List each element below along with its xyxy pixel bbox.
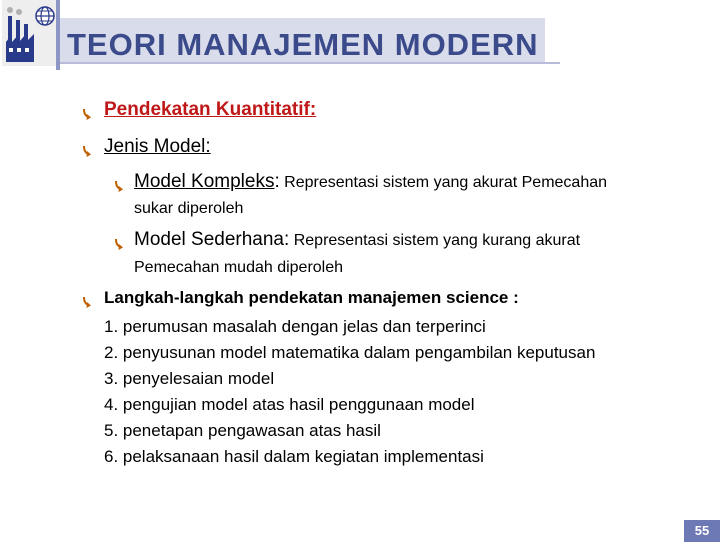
- model-kompleks-desc: Representasi sistem yang akurat Pemecahan: [279, 174, 608, 191]
- model-sederhana-desc-cont: Pemecahan mudah diperoleh: [134, 259, 344, 276]
- arrow-curve-bullet-icon: [80, 296, 94, 310]
- langkah-heading: Langkah-langkah pendekatan manajemen science :: [104, 288, 519, 307]
- model-kompleks-sep: :: [274, 171, 280, 192]
- step-item: 5. penetapan pengawasan atas hasil: [104, 421, 381, 440]
- factory-icon: [6, 6, 34, 62]
- model-sederhana-desc: Representasi sistem yang kurang akurat: [289, 232, 581, 249]
- logo: [2, 0, 57, 66]
- step-item: 1. perumusan masalah dengan jelas dan terperinci: [104, 317, 486, 336]
- slide-title: TEORI MANAJEMEN MODERN: [67, 27, 539, 62]
- jenis-model-text: Jenis Model:: [104, 136, 211, 157]
- arrow-curve-bullet-icon: [80, 108, 94, 122]
- step-item: 6. pelaksanaan hasil dalam kegiatan implementasi: [104, 447, 484, 466]
- page-number-badge: 55: [684, 520, 720, 542]
- slide-header: [0, 0, 728, 70]
- heading-text: Pendekatan Kuantitatif:: [104, 99, 317, 120]
- header-divider: [60, 62, 560, 64]
- globe-icon: [35, 6, 55, 26]
- heading-pendekatan-kuantitatif: [104, 99, 316, 121]
- model-kompleks-item: [134, 171, 607, 193]
- model-kompleks-desc-cont: sukar diperoleh: [134, 200, 244, 217]
- arrow-curve-bullet-icon: [112, 180, 126, 194]
- model-sederhana-item: [134, 229, 580, 251]
- step-item: 3. penyelesaian model: [104, 369, 275, 388]
- arrow-curve-bullet-icon: [80, 145, 94, 159]
- jenis-model-label: [104, 136, 211, 158]
- model-kompleks-term: Model Kompleks: [134, 171, 275, 192]
- step-item: 2. penyusunan model matematika dalam pengambilan keputusan: [104, 343, 596, 362]
- model-sederhana-term: Model Sederhana:: [134, 229, 290, 250]
- arrow-curve-bullet-icon: [112, 238, 126, 252]
- step-item: 4. pengujian model atas hasil penggunaan model: [104, 395, 475, 414]
